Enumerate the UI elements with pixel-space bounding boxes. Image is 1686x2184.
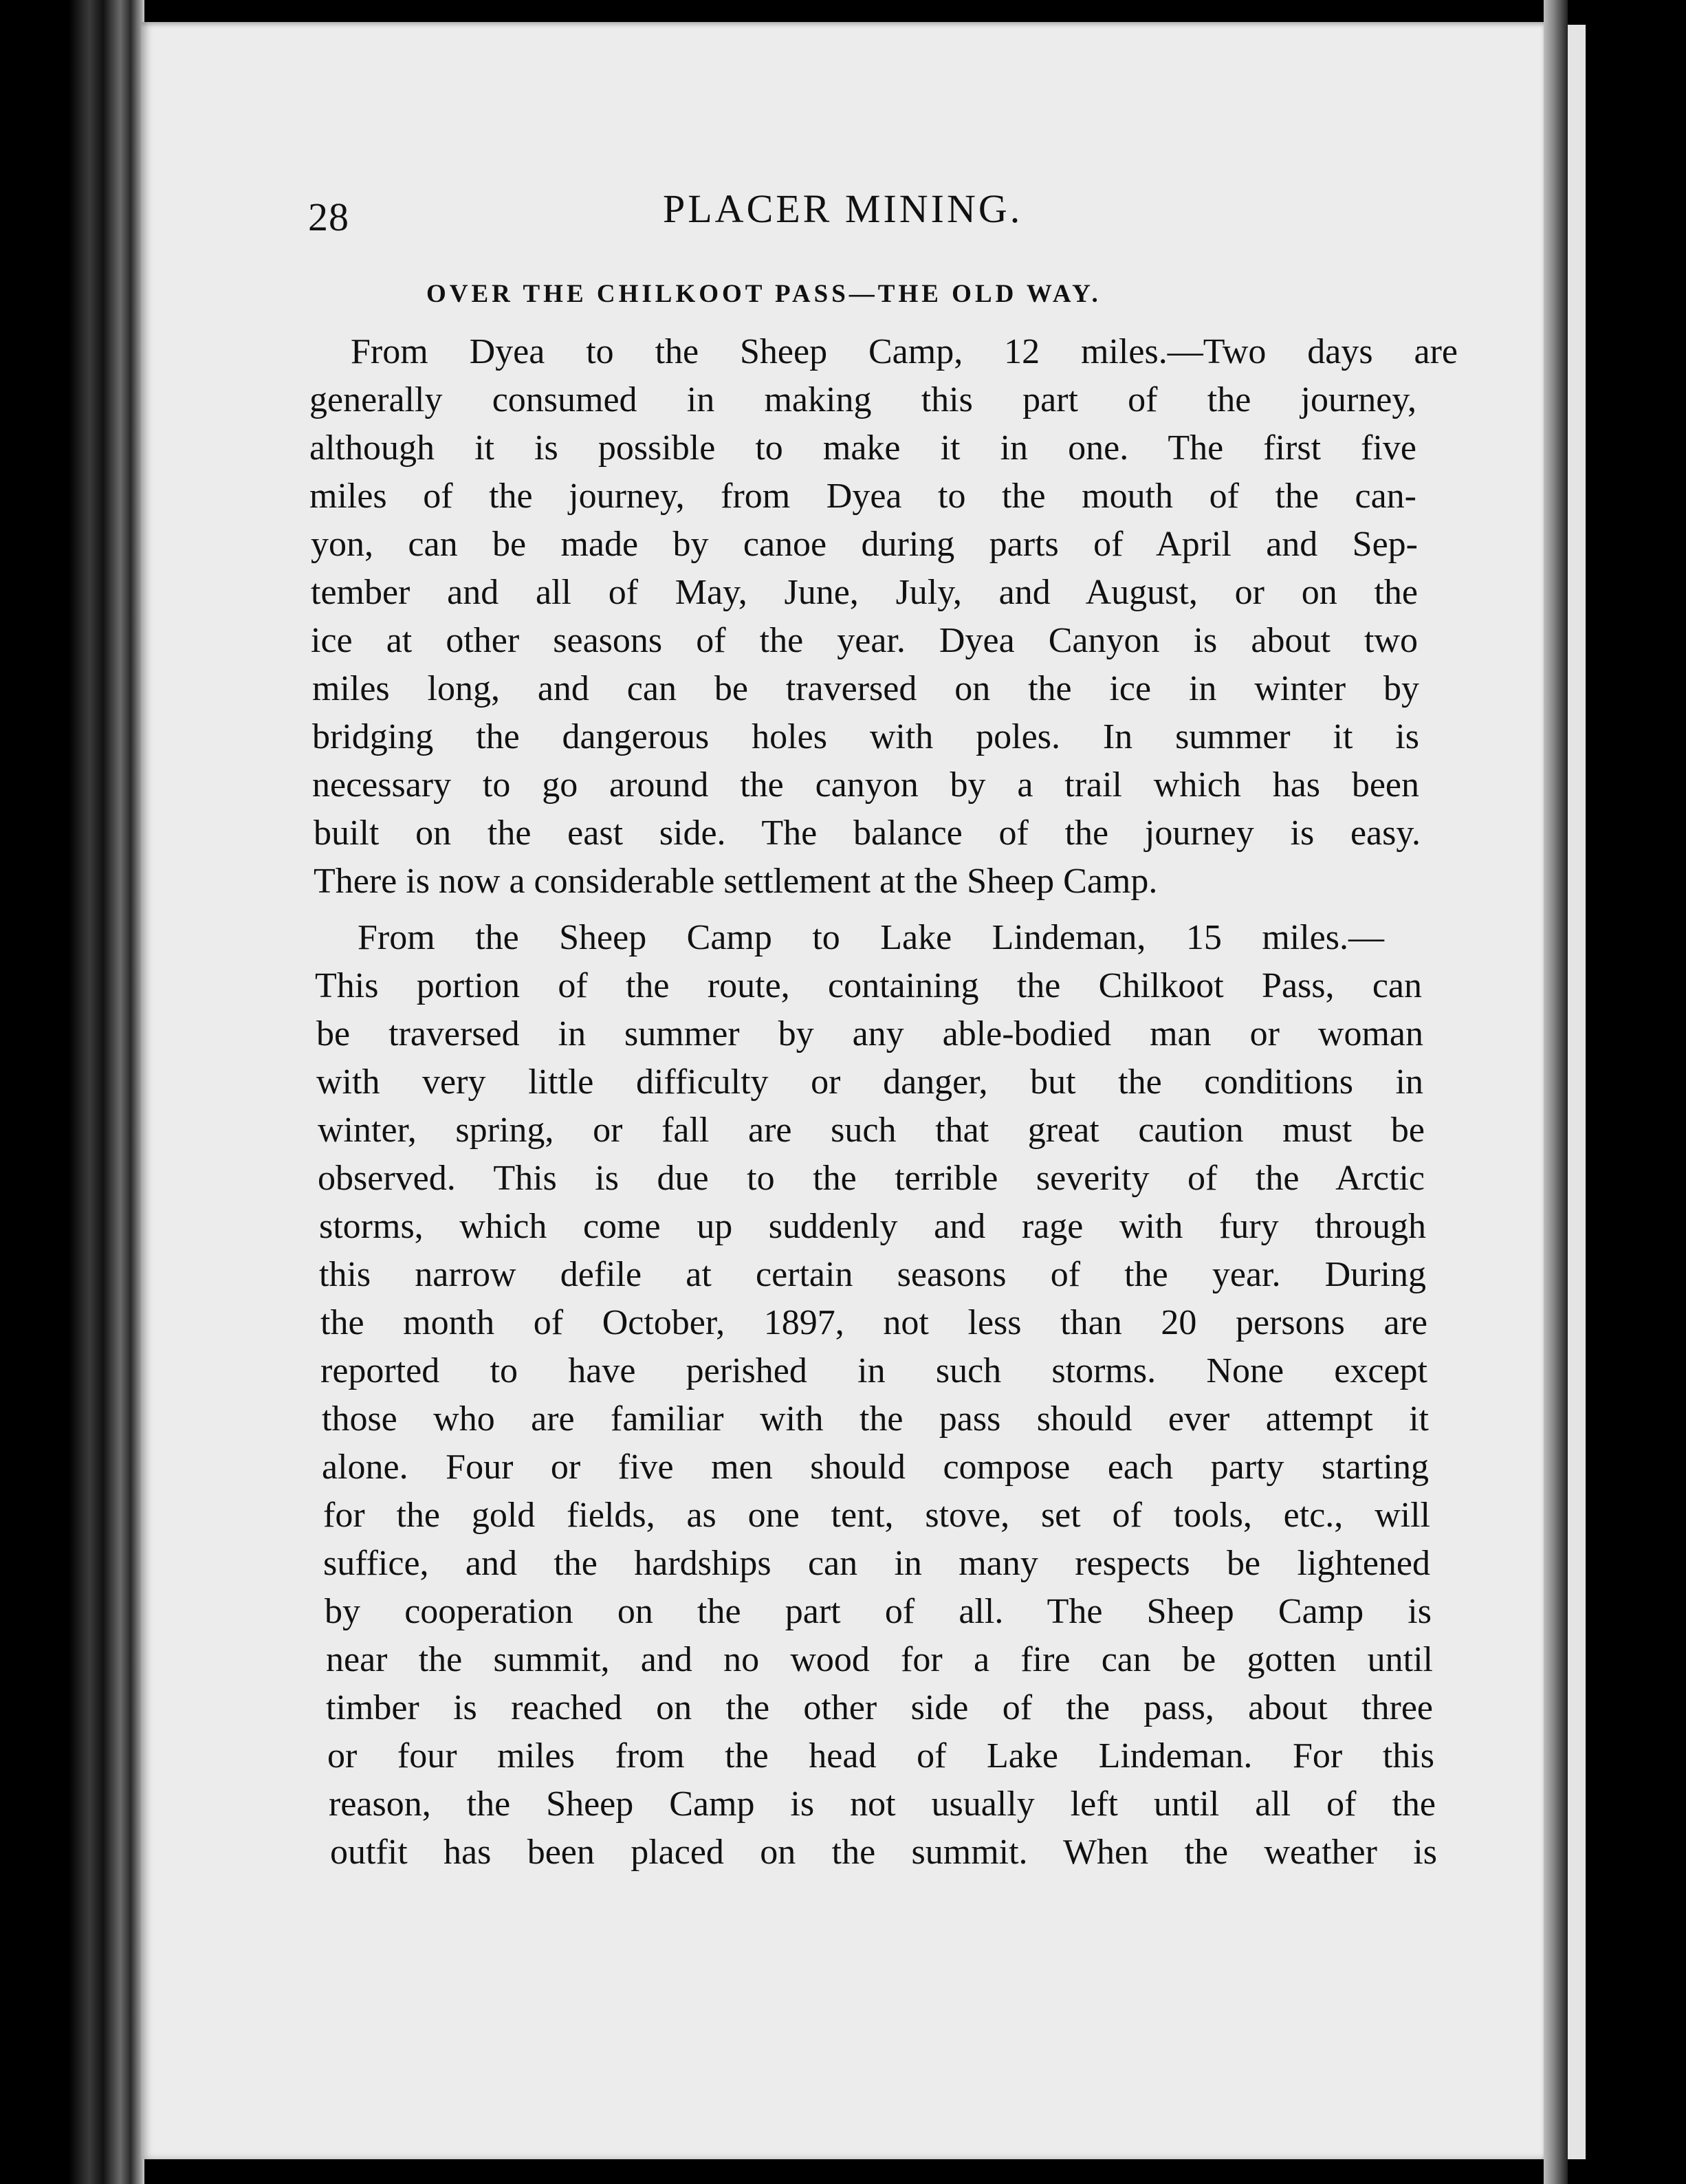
text-line: those who are familiar with the pass should ever attempt it [322, 1399, 1429, 1439]
facing-page-edge [1568, 25, 1586, 2159]
text-line: yon, can be made by canoe during parts of April and Sep- [311, 525, 1418, 564]
text-line: near the summit, and no wood for a fire can be gotten until [326, 1640, 1433, 1679]
text-line: for the gold fields, as one tent, stove, set of tools, etc., will [323, 1496, 1430, 1535]
section-title: OVER THE CHILKOOT PASS—THE OLD WAY. [426, 280, 1102, 308]
text-line: generally consumed in making this part of the journey, [309, 380, 1416, 419]
text-line: be traversed in summer by any able-bodied man or woman [316, 1014, 1423, 1053]
text-line: miles of the journey, from Dyea to the mouth of the can- [309, 477, 1416, 516]
text-line: built on the east side. The balance of the journey is easy. [314, 813, 1421, 853]
text-line: storms, which come up suddenly and rage with fury through [319, 1207, 1426, 1246]
text-line: outfit has been placed on the summit. When the weather is [330, 1833, 1437, 1872]
text-line: miles long, and can be traversed on the ice in winter by [312, 669, 1419, 708]
text-line: suffice, and the hardships can in many respects be lightened [323, 1544, 1430, 1583]
text-line: necessary to go around the canyon by a trail which has been [312, 765, 1419, 805]
text-line: reported to have perished in such storms. None except [320, 1351, 1427, 1390]
page-number: 28 [308, 195, 349, 239]
text-line: by cooperation on the part of all. The Sheep Camp is [325, 1592, 1432, 1631]
text-line: winter, spring, or fall are such that great caution must be [318, 1111, 1425, 1150]
text-line: although it is possible to make it in one. The first five [309, 428, 1416, 468]
text-line: observed. This is due to the terrible severity of the Arctic [318, 1159, 1425, 1198]
text-line: From the Sheep Camp to Lake Lindeman, 15 miles.— [358, 918, 1384, 957]
text-line: There is now a considerable settlement at the Sheep Camp. [314, 862, 1158, 901]
running-head: PLACER MINING. [663, 186, 1023, 231]
text-line: reason, the Sheep Camp is not usually left until all of the [329, 1784, 1436, 1824]
text-line: alone. Four or five men should compose each party starting [322, 1448, 1429, 1487]
text-line: the month of October, 1897, not less than 20 persons are [320, 1303, 1427, 1342]
book-spine [1544, 0, 1568, 2184]
text-line: or four miles from the head of Lake Lindeman. For this [327, 1736, 1434, 1776]
text-line: this narrow defile at certain seasons of the year. During [319, 1255, 1426, 1294]
text-line: tember and all of May, June, July, and August, or on the [311, 573, 1418, 612]
text-line: From Dyea to the Sheep Camp, 12 miles.—Two days are [351, 332, 1458, 371]
book-right-edge [1586, 0, 1686, 2184]
text-line: bridging the dangerous holes with poles. In summer it is [312, 717, 1419, 756]
text-line: with very little difficulty or danger, but the conditions in [316, 1062, 1423, 1102]
text-line: ice at other seasons of the year. Dyea Canyon is about two [311, 621, 1418, 660]
text-line: timber is reached on the other side of the pass, about three [326, 1688, 1433, 1727]
book-left-edge [0, 0, 144, 2184]
text-line: This portion of the route, containing the Chilkoot Pass, can [315, 966, 1422, 1005]
